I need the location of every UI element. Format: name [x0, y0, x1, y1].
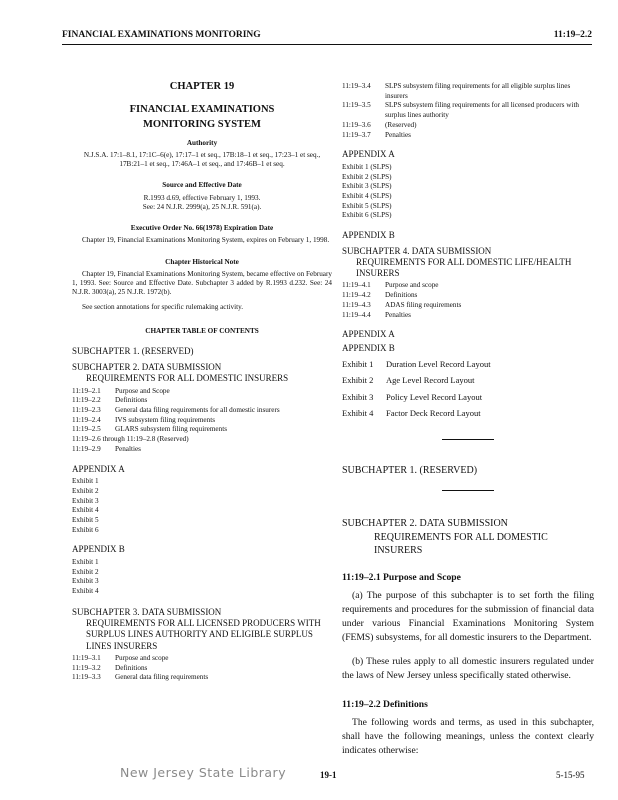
toc-section — [342, 82, 594, 101]
toc-section-title: Definitions — [115, 663, 148, 672]
toc-appendix-a: APPENDIX A — [72, 463, 125, 474]
toc-subchapter-3-sections — [72, 654, 332, 683]
toc-heading: CHAPTER TABLE OF CONTENTS — [145, 326, 259, 335]
toc-section-title: Policy Level Record Layout — [386, 391, 483, 402]
toc-section-number: 11:19–2.9 — [72, 444, 101, 453]
toc-section — [72, 387, 332, 397]
divider-rule — [442, 439, 494, 441]
toc-section-number: 11:19–3.1 — [72, 653, 101, 662]
running-header — [62, 30, 592, 45]
toc-section-number: 11:19–3.6 — [342, 120, 371, 129]
toc-section — [342, 131, 594, 141]
chapter-number: CHAPTER 19 — [169, 81, 235, 92]
toc-section-title: SLPS subsystem filing requirements for all licensed producers with surplus lines authority — [385, 101, 580, 120]
exhibit-item: Exhibit 4 — [72, 587, 99, 596]
body-subchapter-1-heading: SUBCHAPTER 1. (RESERVED) — [342, 465, 478, 477]
exhibit-item: Exhibit 1 — [72, 477, 99, 486]
toc-section — [72, 425, 332, 435]
source-line-1: R.1993 d.69, effective February 1, 1993. — [143, 193, 261, 202]
exhibit-item: Exhibit 5 — [72, 516, 99, 525]
left-column — [72, 80, 332, 683]
see-annotations-text: See section annotations for specific rulemaking activity. — [82, 303, 244, 312]
toc-section-title: Penalties — [385, 310, 411, 319]
toc-section — [72, 396, 332, 406]
toc-section-number: 11:19–3.4 — [342, 82, 371, 90]
toc-section — [342, 121, 594, 131]
toc-section — [342, 301, 594, 311]
toc-section-number: Exhibit 2 — [342, 375, 374, 386]
toc-section-reserved — [72, 435, 332, 445]
toc-section-title: General data filing requirements — [115, 673, 209, 682]
toc-section — [342, 291, 594, 301]
source-heading: Source and Effective Date — [162, 181, 242, 190]
exhibit-item: Exhibit 1 (SLPS) — [342, 162, 392, 171]
toc-section-title: General data filing requirements for all domestic insurers — [115, 406, 280, 415]
toc-subchapter-4-rest: REQUIREMENTS FOR ALL DOMESTIC LIFE/HEALTH INSURERS — [356, 256, 572, 279]
toc-section-title: Definitions — [385, 291, 418, 300]
toc-section-number: Exhibit 3 — [342, 391, 374, 402]
toc-section-number: Exhibit 4 — [342, 407, 374, 418]
toc-section-number: 11:19–3.2 — [72, 663, 101, 672]
toc-subchapter-3 — [72, 607, 332, 652]
toc-section-number: Exhibit 1 — [342, 359, 374, 370]
toc-section-title: Purpose and scope — [115, 653, 169, 662]
toc-section — [72, 416, 332, 426]
toc-section-title: SLPS subsystem filing requirements for all eligible surplus lines insurers — [385, 82, 571, 100]
toc-section — [342, 405, 594, 421]
toc-subchapter-4-first-line: SUBCHAPTER 4. DATA SUBMISSION — [342, 245, 492, 256]
toc-subchapter-3-rest: REQUIREMENTS FOR ALL LICENSED PRODUCERS WITH SURPLUS LINES AUTHORITY AND ELIGIBLE SURPLUS LINES INSURERS — [86, 618, 321, 651]
toc-lh-appendix-b-exhibits — [342, 356, 594, 421]
exhibit-item: Exhibit 4 — [72, 506, 99, 515]
toc-section-title: Duration Level Record Layout — [386, 359, 491, 370]
body-subchapter-2-first-line: SUBCHAPTER 2. DATA SUBMISSION — [342, 518, 508, 530]
section-2-1-heading: 11:19–2.1 Purpose and Scope — [342, 571, 461, 583]
body-subchapter-2-heading — [342, 517, 594, 558]
toc-section-number: 11:19–2.1 — [72, 386, 101, 395]
toc-section — [342, 311, 594, 321]
toc-section — [342, 389, 594, 405]
history-text: Chapter 19, Financial Examinations Monitoring System, became effective on February 1, 1993. See: Source and Effective Date. Subchapter 3 added by R.1993 d.232. See: 24 N.J.R. 3003(a), 25 N.J.R. 1972(b). — [72, 269, 332, 297]
toc-section — [72, 664, 332, 674]
exhibit-item: Exhibit 5 (SLPS) — [342, 201, 392, 210]
history-heading: Chapter Historical Note — [165, 257, 239, 266]
toc-section — [72, 406, 332, 416]
toc-section-title: Purpose and Scope — [115, 386, 170, 395]
toc-subchapter-3-sections-continued — [342, 82, 594, 140]
toc-section — [342, 101, 594, 120]
toc-section-title: Purpose and scope — [385, 281, 439, 290]
exhibit-item: Exhibit 3 (SLPS) — [342, 182, 392, 191]
exhibit-item: Exhibit 6 (SLPS) — [342, 211, 392, 220]
exec-order-heading: Executive Order No. 66(1978) Expiration Date — [130, 224, 274, 233]
toc-slps-appendix-a: APPENDIX A — [342, 149, 395, 160]
toc-lh-appendix-a: APPENDIX A — [342, 329, 395, 340]
toc-section-reserved-text: 11:19–2.6 through 11:19–2.8 (Reserved) — [72, 435, 189, 444]
toc-subchapter-2 — [72, 362, 332, 385]
library-stamp: New Jersey State Library — [120, 765, 287, 780]
toc-section-title: GLARS subsystem filing requirements — [115, 425, 227, 434]
toc-section-title: (Reserved) — [385, 120, 417, 129]
exhibit-item: Exhibit 4 (SLPS) — [342, 191, 392, 200]
section-2-1-para-a: (a) The purpose of this subchapter is to set forth the filing requirements and procedures for the submission of financial data under various Financial Examinations Monitoring System (FEMS) subsystems, for all domestic insurers to the Department. — [342, 590, 594, 643]
header-title: FINANCIAL EXAMINATIONS MONITORING — [62, 30, 261, 40]
toc-section-title: Penalties — [385, 130, 411, 139]
exhibit-item: Exhibit 2 — [72, 567, 99, 576]
toc-section — [72, 673, 332, 683]
toc-subchapter-1: SUBCHAPTER 1. (RESERVED) — [72, 345, 194, 356]
authority-heading: Authority — [186, 138, 218, 147]
exhibit-item: Exhibit 2 (SLPS) — [342, 172, 392, 181]
page-date: 5-15-95 — [556, 770, 585, 780]
toc-section — [342, 281, 594, 291]
toc-section-title: Age Level Record Layout — [386, 375, 475, 386]
toc-section-number: 11:19–4.2 — [342, 291, 371, 300]
toc-slps-appendix-b: APPENDIX B — [342, 230, 395, 241]
toc-section-title: IVS subsystem filing requirements — [115, 415, 216, 424]
toc-appendix-b-exhibits — [72, 558, 332, 597]
toc-section — [342, 372, 594, 388]
chapter-title: FINANCIAL EXAMINATIONS MONITORING SYSTEM — [129, 104, 275, 130]
toc-section-number: 11:19–2.2 — [72, 396, 101, 405]
section-2-2-text: The following words and terms, as used in this subchapter, shall have the following meanings, unless the context clearly indicates otherwise: — [342, 716, 594, 756]
toc-section-number: 11:19–2.5 — [72, 425, 101, 434]
toc-section-title: Penalties — [115, 444, 141, 453]
toc-subchapter-2-rest: REQUIREMENTS FOR ALL DOMESTIC INSURERS — [86, 373, 289, 384]
exhibit-item: Exhibit 2 — [72, 486, 99, 495]
toc-section-number: 11:19–3.7 — [342, 130, 371, 139]
page-number: 19-1 — [320, 770, 337, 780]
toc-section — [342, 356, 594, 372]
toc-subchapter-3-first-line: SUBCHAPTER 3. DATA SUBMISSION — [72, 606, 222, 617]
toc-slps-appendix-a-exhibits — [342, 163, 594, 221]
toc-section-number: 11:19–4.3 — [342, 300, 371, 309]
toc-section-number: 11:19–3.5 — [342, 101, 371, 110]
toc-appendix-a-exhibits — [72, 477, 332, 535]
body-subchapter-2-rest: REQUIREMENTS FOR ALL DOMESTIC INSURERS — [374, 531, 548, 557]
toc-section — [72, 654, 332, 664]
section-2-2-heading: 11:19–2.2 Definitions — [342, 698, 428, 710]
toc-section-number: 11:19–2.3 — [72, 406, 101, 415]
toc-section-title: Factor Deck Record Layout — [386, 407, 481, 418]
toc-subchapter-2-sections — [72, 387, 332, 436]
toc-section-number: 11:19–3.3 — [72, 673, 101, 682]
toc-section-number: 11:19–2.4 — [72, 415, 101, 424]
header-section-number: 11:19–2.2 — [553, 30, 592, 40]
exhibit-item: Exhibit 1 — [72, 557, 99, 566]
toc-subchapter-4-sections — [342, 281, 594, 320]
exhibit-item: Exhibit 6 — [72, 525, 99, 534]
toc-section — [72, 445, 332, 455]
authority-text: N.J.S.A. 17:1–8.1, 17:1C–6(e), 17:17–1 et seq., 17B:18–1 et seq., 17:23–1 et seq., 17B:21–1 et seq., 17:46A–1 et seq., and 17:46B–1 et seq. — [83, 151, 321, 169]
source-line-2: See: 24 N.J.R. 2999(a), 25 N.J.R. 591(a). — [142, 202, 262, 211]
section-2-1-para-b: (b) These rules apply to all domestic insurers regulated under the laws of New Jersey unless specifically stated otherwise. — [342, 655, 594, 681]
toc-subchapter-4 — [342, 246, 594, 280]
right-column — [342, 82, 594, 758]
exhibit-item: Exhibit 3 — [72, 577, 99, 586]
toc-section-title: ADAS filing requirements — [385, 300, 462, 309]
toc-section-number: 11:19–4.4 — [342, 310, 371, 319]
toc-section-number: 11:19–4.1 — [342, 281, 371, 290]
divider-rule — [442, 490, 494, 492]
toc-subchapter-2-first-line: SUBCHAPTER 2. DATA SUBMISSION — [72, 362, 222, 373]
toc-lh-appendix-b: APPENDIX B — [342, 342, 395, 353]
toc-appendix-b: APPENDIX B — [72, 544, 125, 555]
toc-section-title: Definitions — [115, 396, 148, 405]
exec-order-text: Chapter 19, Financial Examinations Monitoring System, expires on February 1, 1998. — [82, 236, 330, 245]
exhibit-item: Exhibit 3 — [72, 496, 99, 505]
